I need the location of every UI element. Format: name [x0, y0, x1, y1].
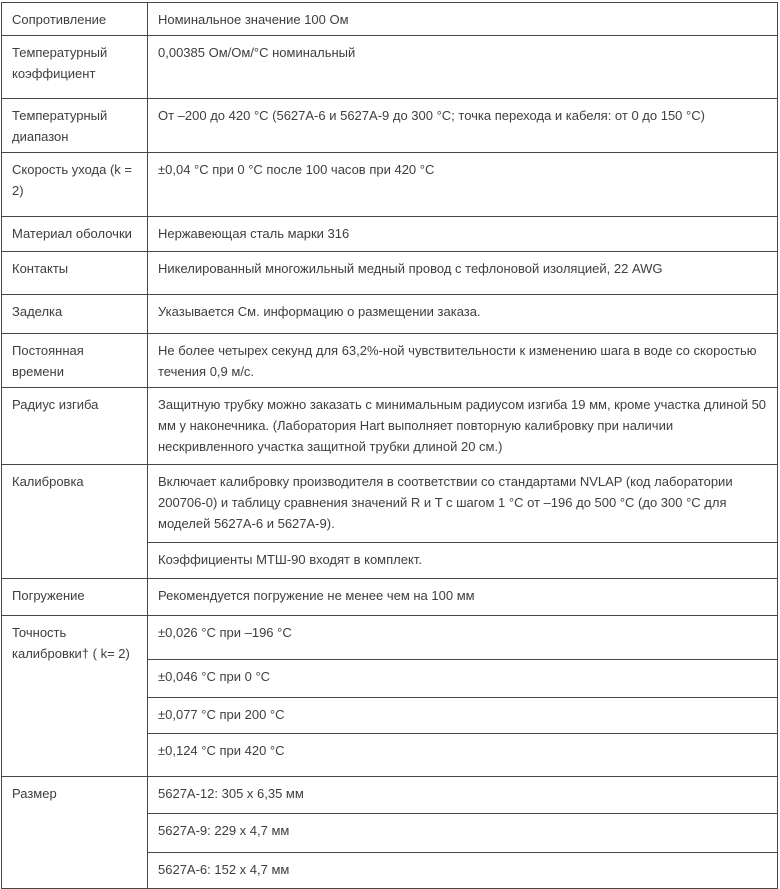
spec-label-contacts: Контакты: [2, 252, 148, 295]
spec-value-calibration-accuracy-3: ±0,077 °C при 200 °C: [148, 698, 778, 734]
spec-value-size-5627a-6: 5627A-6: 152 x 4,7 мм: [148, 853, 778, 889]
spec-value-temperature-coefficient: 0,00385 Ом/Ом/°С номинальный: [148, 36, 778, 99]
spec-value-size-5627a-9: 5627A-9: 229 x 4,7 мм: [148, 814, 778, 853]
spec-label-termination: Заделка: [2, 295, 148, 334]
spec-label-calibration-accuracy: Точность калибровки† ( k= 2): [2, 616, 148, 777]
spec-label-temperature-range: Температурный диапазон: [2, 99, 148, 153]
spec-value-calibration-accuracy-4: ±0,124 °C при 420 °C: [148, 734, 778, 777]
spec-value-drift-rate: ±0,04 °C при 0 °C после 100 часов при 420 °C: [148, 153, 778, 217]
spec-value-calibration-2: Коэффициенты МТШ-90 входят в комплект.: [148, 543, 778, 579]
spec-value-sheath-material: Нержавеющая сталь марки 316: [148, 217, 778, 252]
spec-label-bend-radius: Радиус изгиба: [2, 388, 148, 465]
spec-value-resistance: Номинальное значение 100 Ом: [148, 3, 778, 36]
spec-label-drift-rate: Скорость ухода (k = 2): [2, 153, 148, 217]
spec-label-size: Размер: [2, 777, 148, 889]
spec-value-termination: Указывается См. информацию о размещении заказа.: [148, 295, 778, 334]
spec-value-temperature-range: От –200 до 420 °C (5627A-6 и 5627A-9 до 300 °C; точка перехода и кабеля: от 0 до 150 °C): [148, 99, 778, 153]
spec-value-immersion: Рекомендуется погружение не менее чем на 100 мм: [148, 579, 778, 616]
spec-label-temperature-coefficient: Температурный коэффициент: [2, 36, 148, 99]
spec-value-calibration-accuracy-1: ±0,026 °C при –196 °C: [148, 616, 778, 660]
spec-label-sheath-material: Материал оболочки: [2, 217, 148, 252]
spec-value-calibration-accuracy-2: ±0,046 °C при 0 °C: [148, 660, 778, 698]
spec-label-time-constant: Постоянная времени: [2, 334, 148, 388]
spec-value-bend-radius: Защитную трубку можно заказать с минимальным радиусом изгиба 19 мм, кроме участка длиной 50 мм у наконечника. (Лаборатория Hart выполняет повторную калибровку при наличии нескривленного участка защитной трубки длиной 20 см.): [148, 388, 778, 465]
spec-value-contacts: Никелированный многожильный медный провод с тефлоновой изоляцией, 22 AWG: [148, 252, 778, 295]
spec-value-calibration-1: Включает калибровку производителя в соответствии со стандартами NVLAP (код лаборатории 200706-0) и таблицу сравнения значений R и T с шагом 1 °C от –196 до 500 °C (до 300 °C для моделей 5627A-6 и 5627A-9).: [148, 465, 778, 543]
spec-label-immersion: Погружение: [2, 579, 148, 616]
specification-table: [1, 2, 778, 889]
spec-label-resistance: Сопротивление: [2, 3, 148, 36]
spec-label-calibration: Калибровка: [2, 465, 148, 579]
spec-value-size-5627a-12: 5627A-12: 305 x 6,35 мм: [148, 777, 778, 814]
spec-value-time-constant: Не более четырех секунд для 63,2%-ной чувствительности к изменению шага в воде со скоростью течения 0,9 м/с.: [148, 334, 778, 388]
